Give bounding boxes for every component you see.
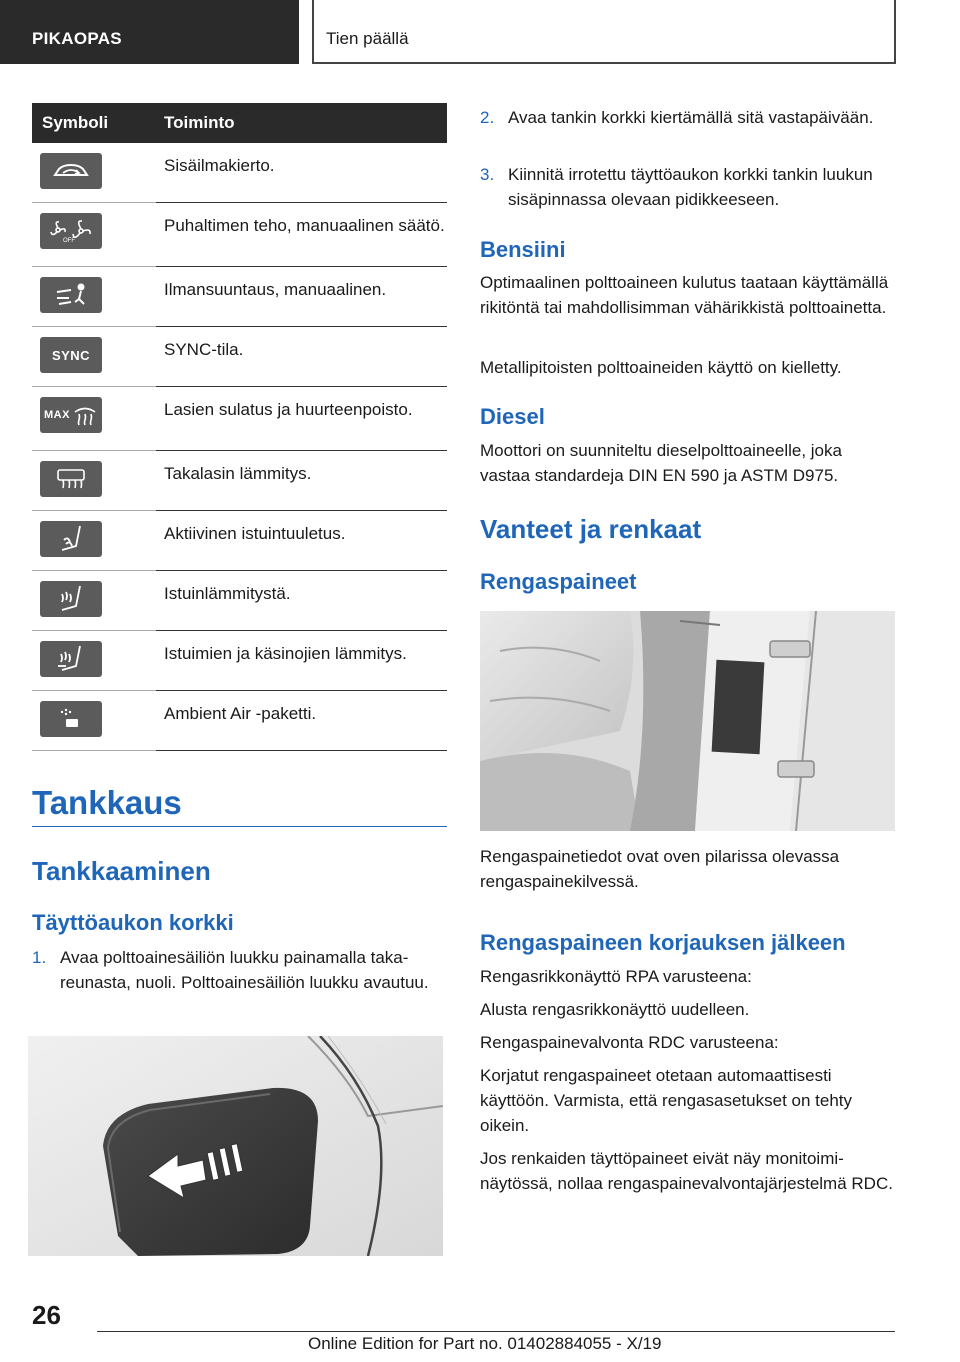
table-row	[32, 387, 447, 451]
heading-tyre-pressure: Rengaspaineet	[480, 569, 637, 594]
heading-after-repair: Rengaspaineen korjauksen jälkeen	[480, 930, 846, 955]
sync-icon	[40, 337, 102, 373]
seat-armrest-heating-icon	[40, 641, 102, 677]
step-number: 3.	[480, 165, 495, 184]
page-number: 26	[32, 1300, 61, 1330]
rdc-action: Korjatut rengaspaineet otetaan automaattisesti käyttöön. Varmista, että rengasasetukset on tehty oikein.	[480, 1066, 852, 1135]
step-number: 1.	[32, 948, 47, 967]
function-text: SYNC-tila.	[156, 327, 447, 387]
function-text: Sisäilmakierto.	[156, 143, 447, 203]
svg-text:OFF: OFF	[63, 238, 75, 244]
section-label: PIKAOPAS	[32, 29, 122, 48]
diesel-text: Moottori on suunniteltu dieselpolttoaineelle, joka vastaa standardeja DIN EN 590 ja ASTM D975.	[480, 441, 842, 485]
function-text: Takalasin lämmitys.	[156, 451, 447, 511]
step-1	[32, 945, 447, 995]
heading-petrol: Bensiini	[480, 237, 566, 262]
table-row	[32, 267, 447, 327]
rear-window-heat-icon	[40, 461, 102, 497]
table-row	[32, 203, 447, 267]
col-symbol-header: Symboli	[42, 113, 109, 132]
heading-refueling: Tankkaus	[32, 784, 447, 827]
table-header	[32, 103, 447, 143]
seat-ventilation-icon	[40, 521, 102, 557]
symbol-table	[32, 103, 447, 751]
step-2	[480, 105, 895, 130]
petrol-text-metal: Metallipitoisten polttoaineiden käyttö on kielletty.	[480, 358, 842, 377]
function-text: Ilmansuuntaus, manuaalinen.	[156, 267, 447, 327]
step-text: Avaa tankin korkki kiertämällä sitä vastapäivään.	[508, 108, 874, 127]
heading-refueling-sub: Tankkaaminen	[32, 856, 211, 886]
table-row	[32, 143, 447, 203]
rpa-text: Rengasrikkonäyttö RPA varusteena:	[480, 967, 752, 986]
function-text: Puhaltimen teho, manuaalinen säätö.	[156, 203, 447, 267]
max-defrost-icon	[40, 397, 102, 433]
table-row	[32, 691, 447, 751]
function-text: Istuinlämmitystä.	[156, 571, 447, 631]
table-row	[32, 451, 447, 511]
function-text: Ambient Air ‑paketti.	[156, 691, 447, 751]
heading-fuel-cap: Täyttöaukon korkki	[32, 910, 234, 935]
section-tab	[0, 0, 299, 64]
function-text: Lasien sulatus ja huurteenpoisto.	[156, 387, 447, 451]
table-row	[32, 571, 447, 631]
function-text: Aktiivinen istuintuuletus.	[156, 511, 447, 571]
step-text: Kiinnitä irrotettu täyttöaukon korkki tankin luukun sisäpinnassa olevaan pidikkeeseen.	[508, 165, 873, 209]
table-row	[32, 631, 447, 691]
col-function-header: Toiminto	[164, 113, 235, 132]
sync-label: SYNC	[51, 347, 91, 363]
heading-diesel: Diesel	[480, 404, 545, 429]
heading-wheels-tyres: Vanteet ja renkaat	[480, 514, 702, 544]
fuel-flap-illustration	[28, 1036, 443, 1256]
step-number: 2.	[480, 108, 495, 127]
air-distribution-icon	[40, 277, 102, 313]
step-text: Avaa polttoainesäiliön luukku painamalla takareunasta, nuoli. Polttoainesäiliön luukku avautuu.	[60, 948, 429, 992]
chapter-label: Tien päällä	[326, 29, 409, 48]
rdc-text: Rengaspainevalvonta RDC varusteena:	[480, 1033, 779, 1052]
ambient-air-icon	[40, 701, 102, 737]
seat-heating-icon	[40, 581, 102, 617]
rpa-action: Alusta rengasrikkonäyttö uudelleen.	[480, 1000, 750, 1019]
tyre-pressure-caption: Rengaspainetiedot ovat oven pilarissa olevassa rengaspainekilvessä.	[480, 847, 840, 891]
table-row	[32, 511, 447, 571]
footer-edition: Online Edition for Part no. 01402884055 - X/19	[308, 1334, 662, 1353]
door-pillar-illustration	[480, 611, 895, 831]
petrol-text: Optimaalinen polttoaineen kulutus taataan käyttämällä rikitöntä tai mahdollisimman vähärikkistä polttoainetta.	[480, 273, 889, 317]
function-text: Istuimien ja käsinojien lämmitys.	[156, 631, 447, 691]
table-row	[32, 327, 447, 387]
max-label: MAX	[44, 409, 70, 421]
fan-speed-icon	[40, 213, 102, 249]
recirculation-icon	[40, 153, 102, 189]
footer-divider	[97, 1331, 895, 1332]
rdc-note: Jos renkaiden täyttöpaineet eivät näy monitoiminäytössä, nollaa rengaspainevalvontajärjestelmä RDC.	[480, 1149, 893, 1193]
chapter-tab	[312, 0, 896, 64]
step-3	[480, 162, 895, 212]
